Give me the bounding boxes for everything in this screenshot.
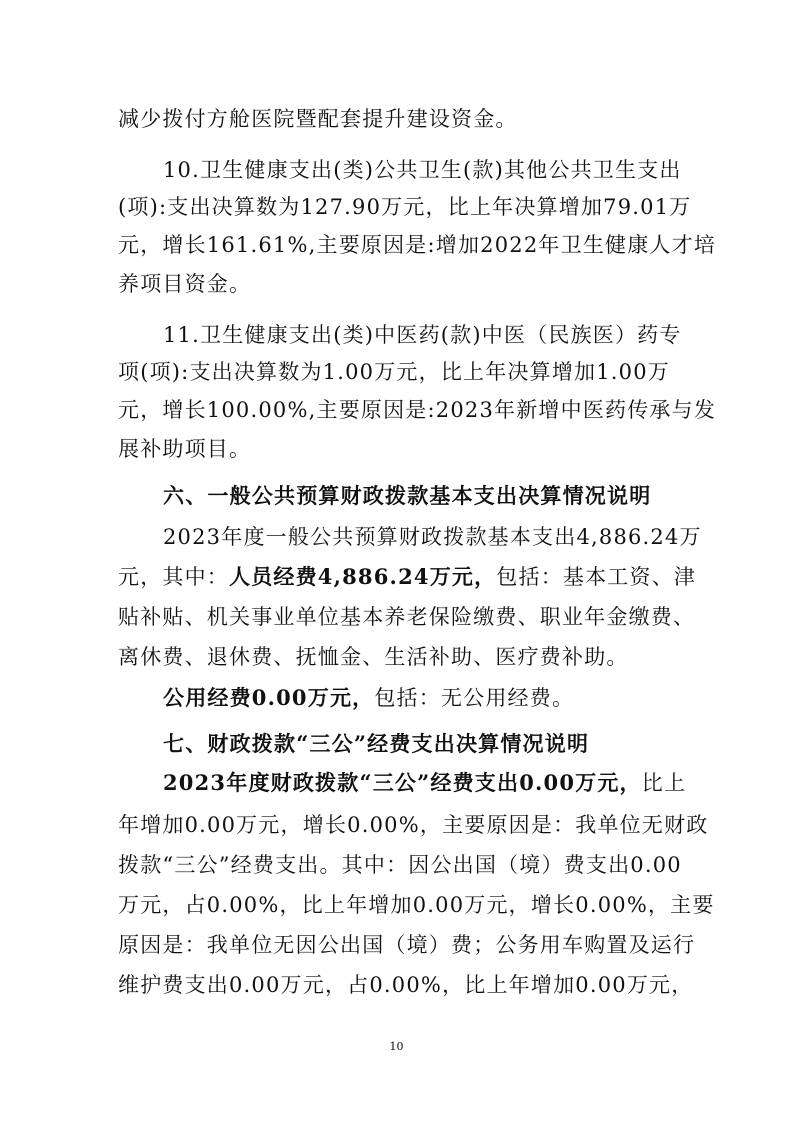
paragraph-line: 万元，占0.00%，比上年增加0.00万元，增长0.00%，主要 (118, 893, 715, 917)
paragraph-line: 元，增长161.61%,主要原因是:增加2022年卫生健康人才培 (118, 233, 717, 257)
paragraph-line: 年增加0.00万元，增长0.00%，主要原因是：我单位无财政 (118, 813, 709, 837)
paragraph-line-mixed (163, 683, 574, 713)
text-run: 包括：无公用经费。 (374, 686, 575, 710)
paragraph-line: 项(项):支出决算数为1.00万元，比上年决算增加1.00万 (118, 360, 670, 384)
paragraph-line: (项):支出决算数为127.90万元，比上年决算增加79.01万 (118, 195, 692, 219)
paragraph-line: 维护费支出0.00万元，占0.00%，比上年增加0.00万元， (118, 973, 694, 997)
section-heading-6: 六、一般公共预算财政拨款基本支出决算情况说明 (163, 483, 652, 508)
page-number: 10 (389, 1040, 404, 1053)
paragraph-line: 原因是：我单位无因公出国（境）费；公务用车购置及运行 (118, 933, 696, 957)
text-run: 比上 (641, 771, 687, 795)
text-run: 元，其中： (118, 565, 229, 589)
section-heading-7: 七、财政拨款“三公”经费支出决算情况说明 (163, 731, 590, 756)
paragraph-line: 展补助项目。 (118, 437, 252, 461)
paragraph-line: 离休费、退休费、抚恤金、生活补助、医疗费补助。 (118, 645, 629, 669)
paragraph-line: 2023年度一般公共预算财政拨款基本支出4,886.24万 (163, 525, 702, 549)
paragraph-line-mixed (118, 562, 696, 592)
paragraph-line: 拨款“三公”经费支出。其中：因公出国（境）费支出0.00 (118, 853, 682, 877)
paragraph-line-mixed (163, 768, 686, 798)
text-run: 包括：基本工资、津 (496, 565, 697, 589)
paragraph-line: 10.卫生健康支出(类)公共卫生(款)其他公共卫生支出 (163, 158, 682, 182)
paragraph-line: 贴补贴、机关事业单位基本养老保险缴费、职业年金缴费、 (118, 605, 696, 629)
bold-text-run: 人员经费4,886.24万元， (229, 564, 497, 589)
paragraph-line: 减少拨付方舱医院暨配套提升建设资金。 (118, 107, 518, 131)
paragraph-line: 元，增长100.00%,主要原因是:2023年新增中医药传承与发 (118, 398, 717, 422)
bold-text-run: 公用经费0.00万元， (163, 685, 375, 710)
paragraph-line: 11.卫生健康支出(类)中医药(款)中医（民族医）药专 (163, 323, 682, 347)
bold-text-run: 2023年度财政拨款“三公”经费支出0.00万元， (163, 770, 642, 795)
paragraph-line: 养项目资金。 (118, 272, 252, 296)
